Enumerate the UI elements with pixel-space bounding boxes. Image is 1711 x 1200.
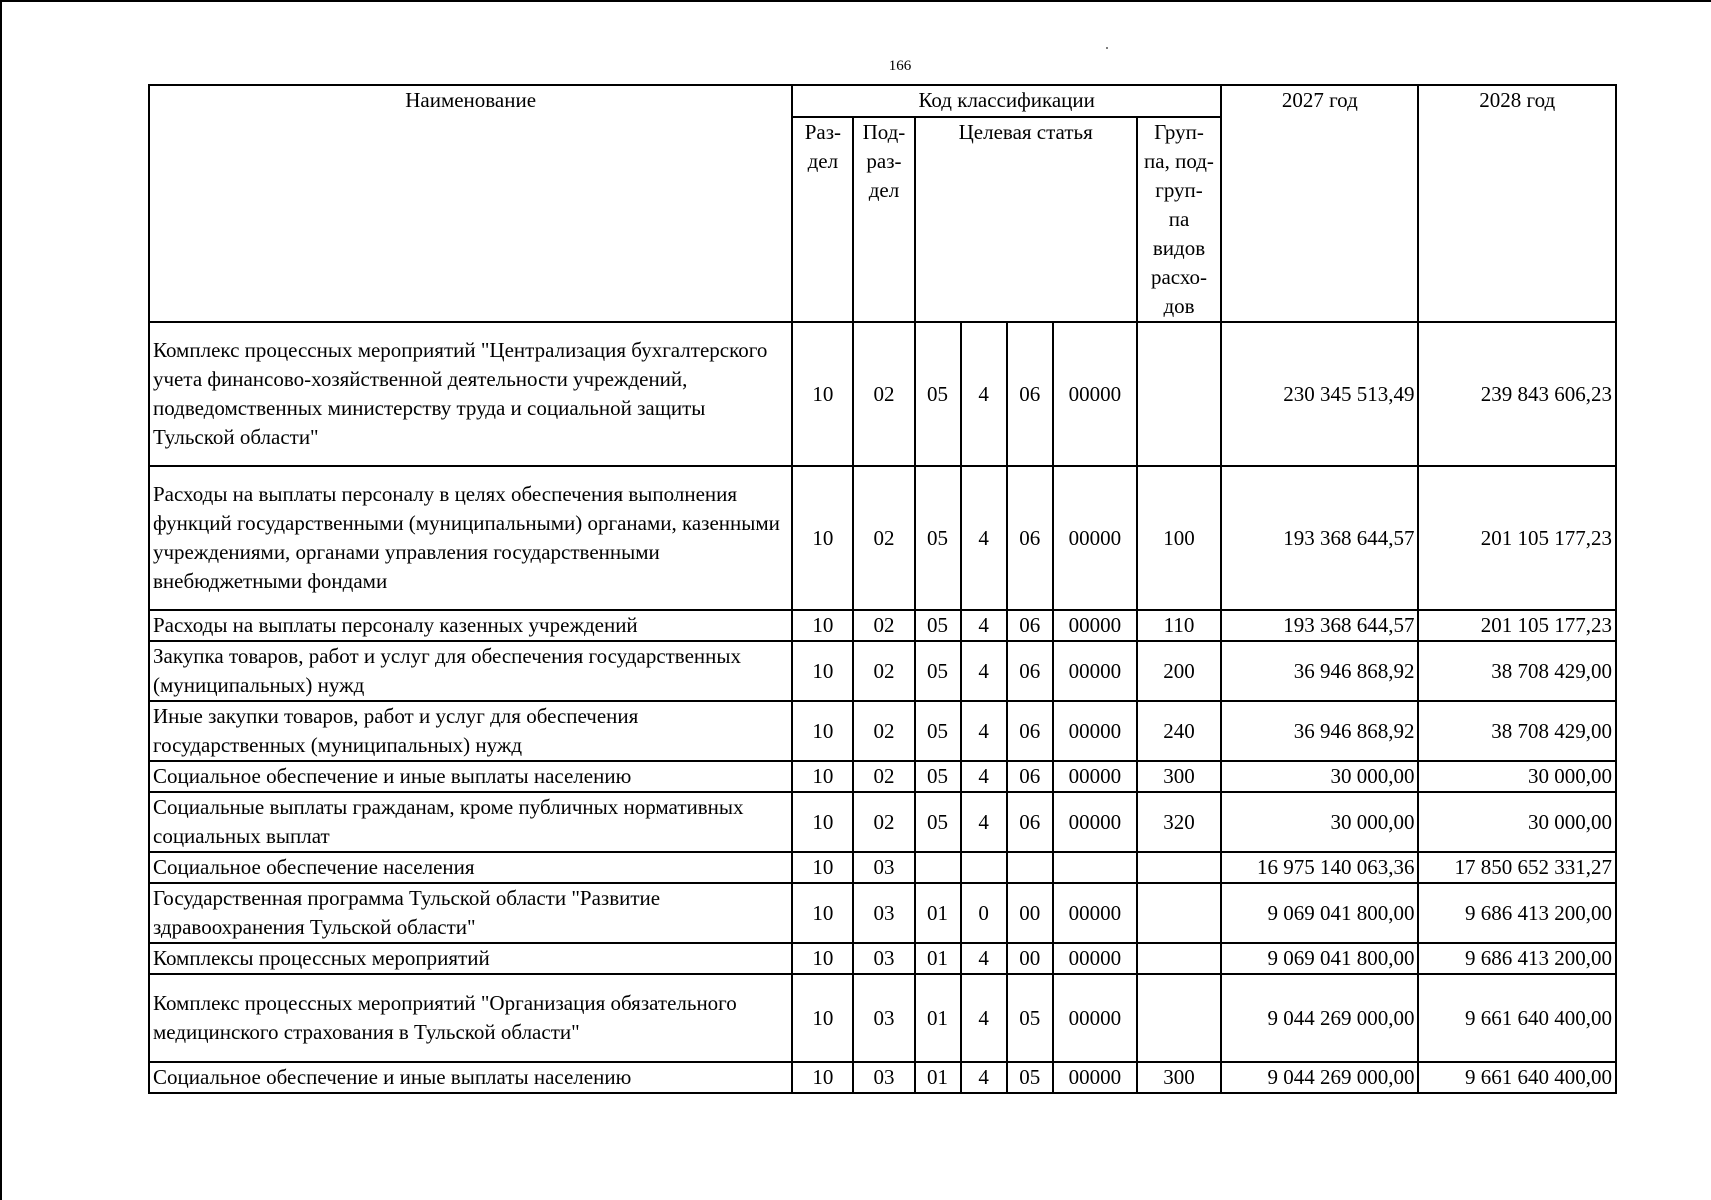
row-target-type: 4 xyxy=(961,1062,1007,1093)
row-name: Комплекс процессных мероприятий "Централизация бухгалтерского учета финансово-хозяйственной деятельности учреждений, подведомственных министерству труда и социальной защиты Тульской области" xyxy=(149,322,792,466)
row-amount-2027: 9 044 269 000,00 xyxy=(1221,1062,1418,1093)
row-amount-2027: 9 044 269 000,00 xyxy=(1221,974,1418,1062)
row-target-type: 4 xyxy=(961,761,1007,792)
row-target-type: 4 xyxy=(961,792,1007,852)
header-target-article: Целевая статья xyxy=(915,117,1137,322)
row-target-type: 4 xyxy=(961,610,1007,641)
row-razdel: 10 xyxy=(792,641,853,701)
row-razdel: 10 xyxy=(792,883,853,943)
row-expense-type: 240 xyxy=(1137,701,1221,761)
row-target-program: 01 xyxy=(915,943,961,974)
row-podrazdel: 02 xyxy=(853,701,914,761)
table-row xyxy=(149,883,1616,943)
row-target-subprogram: 06 xyxy=(1007,466,1053,610)
row-amount-2028: 201 105 177,23 xyxy=(1418,466,1616,610)
row-amount-2027: 230 345 513,49 xyxy=(1221,322,1418,466)
row-target-type xyxy=(961,852,1007,883)
row-amount-2028: 239 843 606,23 xyxy=(1418,322,1616,466)
row-amount-2027: 36 946 868,92 xyxy=(1221,701,1418,761)
row-podrazdel: 03 xyxy=(853,1062,914,1093)
row-amount-2027: 193 368 644,57 xyxy=(1221,610,1418,641)
row-amount-2027: 30 000,00 xyxy=(1221,761,1418,792)
row-target-subprogram: 05 xyxy=(1007,974,1053,1062)
row-name: Социальное обеспечение и иные выплаты населению xyxy=(149,1062,792,1093)
row-expense-type xyxy=(1137,943,1221,974)
table-row xyxy=(149,852,1616,883)
row-expense-type: 100 xyxy=(1137,466,1221,610)
row-razdel: 10 xyxy=(792,761,853,792)
row-expense-type xyxy=(1137,974,1221,1062)
row-amount-2028: 17 850 652 331,27 xyxy=(1418,852,1616,883)
row-amount-2027: 16 975 140 063,36 xyxy=(1221,852,1418,883)
row-target-program: 05 xyxy=(915,322,961,466)
row-name: Комплексы процессных мероприятий xyxy=(149,943,792,974)
row-razdel: 10 xyxy=(792,466,853,610)
header-razdel: Раз- дел xyxy=(792,117,853,322)
row-target-direction: 00000 xyxy=(1053,974,1137,1062)
row-target-program: 05 xyxy=(915,641,961,701)
row-amount-2028: 9 661 640 400,00 xyxy=(1418,974,1616,1062)
header-name: Наименование xyxy=(149,85,792,322)
row-name: Расходы на выплаты персоналу в целях обеспечения выполнения функций государственными (муниципальными) органами, казенными учреждениями, органами управления государственными внебюджетными фондами xyxy=(149,466,792,610)
row-podrazdel: 03 xyxy=(853,852,914,883)
row-target-subprogram xyxy=(1007,852,1053,883)
header-year-2027: 2027 год xyxy=(1221,85,1418,322)
row-name: Социальное обеспечение населения xyxy=(149,852,792,883)
row-target-subprogram: 06 xyxy=(1007,792,1053,852)
row-target-type: 4 xyxy=(961,943,1007,974)
row-target-direction: 00000 xyxy=(1053,761,1137,792)
row-target-type: 0 xyxy=(961,883,1007,943)
row-razdel: 10 xyxy=(792,322,853,466)
row-target-type: 4 xyxy=(961,466,1007,610)
row-amount-2028: 9 661 640 400,00 xyxy=(1418,1062,1616,1093)
row-razdel: 10 xyxy=(792,943,853,974)
row-target-type: 4 xyxy=(961,974,1007,1062)
row-podrazdel: 02 xyxy=(853,466,914,610)
row-target-direction: 00000 xyxy=(1053,466,1137,610)
row-name: Государственная программа Тульской области "Развитие здравоохранения Тульской области" xyxy=(149,883,792,943)
row-amount-2027: 193 368 644,57 xyxy=(1221,466,1418,610)
row-amount-2028: 30 000,00 xyxy=(1418,792,1616,852)
row-expense-type: 110 xyxy=(1137,610,1221,641)
row-target-subprogram: 00 xyxy=(1007,883,1053,943)
row-target-program xyxy=(915,852,961,883)
row-expense-type: 320 xyxy=(1137,792,1221,852)
row-expense-type xyxy=(1137,883,1221,943)
row-target-subprogram: 06 xyxy=(1007,322,1053,466)
row-expense-type: 200 xyxy=(1137,641,1221,701)
row-target-direction: 00000 xyxy=(1053,701,1137,761)
row-podrazdel: 02 xyxy=(853,322,914,466)
row-amount-2027: 9 069 041 800,00 xyxy=(1221,943,1418,974)
row-target-program: 05 xyxy=(915,610,961,641)
row-name: Социальное обеспечение и иные выплаты населению xyxy=(149,761,792,792)
row-target-direction: 00000 xyxy=(1053,1062,1137,1093)
page-number: 166 xyxy=(888,58,912,74)
row-podrazdel: 02 xyxy=(853,792,914,852)
row-target-direction: 00000 xyxy=(1053,792,1137,852)
row-razdel: 10 xyxy=(792,610,853,641)
row-target-program: 05 xyxy=(915,466,961,610)
table-row xyxy=(149,641,1616,701)
row-target-program: 05 xyxy=(915,761,961,792)
row-target-direction: 00000 xyxy=(1053,641,1137,701)
row-podrazdel: 02 xyxy=(853,641,914,701)
row-expense-type xyxy=(1137,322,1221,466)
row-amount-2028: 38 708 429,00 xyxy=(1418,701,1616,761)
table-row xyxy=(149,792,1616,852)
row-podrazdel: 03 xyxy=(853,943,914,974)
row-name: Закупка товаров, работ и услуг для обеспечения государственных (муниципальных) нужд xyxy=(149,641,792,701)
scan-edge-top xyxy=(0,0,1711,2)
row-target-direction: 00000 xyxy=(1053,883,1137,943)
table-row xyxy=(149,943,1616,974)
row-target-direction: 00000 xyxy=(1053,943,1137,974)
row-amount-2027: 30 000,00 xyxy=(1221,792,1418,852)
row-podrazdel: 02 xyxy=(853,610,914,641)
row-amount-2028: 201 105 177,23 xyxy=(1418,610,1616,641)
row-name: Комплекс процессных мероприятий "Организация обязательного медицинского страхования в Тульской области" xyxy=(149,974,792,1062)
row-target-program: 01 xyxy=(915,883,961,943)
row-target-type: 4 xyxy=(961,322,1007,466)
row-target-program: 01 xyxy=(915,1062,961,1093)
table-row xyxy=(149,610,1616,641)
row-target-subprogram: 06 xyxy=(1007,761,1053,792)
row-amount-2028: 38 708 429,00 xyxy=(1418,641,1616,701)
row-target-direction xyxy=(1053,852,1137,883)
table-row xyxy=(149,974,1616,1062)
row-podrazdel: 03 xyxy=(853,974,914,1062)
row-amount-2028: 9 686 413 200,00 xyxy=(1418,943,1616,974)
row-name: Расходы на выплаты персоналу казенных учреждений xyxy=(149,610,792,641)
row-target-subprogram: 06 xyxy=(1007,641,1053,701)
row-expense-type xyxy=(1137,852,1221,883)
row-name: Социальные выплаты гражданам, кроме публичных нормативных социальных выплат xyxy=(149,792,792,852)
table-row xyxy=(149,322,1616,466)
row-name: Иные закупки товаров, работ и услуг для обеспечения государственных (муниципальных) нужд xyxy=(149,701,792,761)
row-amount-2028: 30 000,00 xyxy=(1418,761,1616,792)
row-podrazdel: 03 xyxy=(853,883,914,943)
table-body xyxy=(149,322,1616,1093)
row-razdel: 10 xyxy=(792,701,853,761)
row-razdel: 10 xyxy=(792,852,853,883)
row-razdel: 10 xyxy=(792,1062,853,1093)
header-classification-code: Код классификации xyxy=(792,85,1221,117)
row-razdel: 10 xyxy=(792,792,853,852)
scan-edge-left xyxy=(0,0,2,1200)
table-row xyxy=(149,701,1616,761)
header-podrazdel: Под- раз- дел xyxy=(853,117,914,322)
row-amount-2027: 9 069 041 800,00 xyxy=(1221,883,1418,943)
row-expense-type: 300 xyxy=(1137,761,1221,792)
row-expense-type: 300 xyxy=(1137,1062,1221,1093)
scan-speck xyxy=(1106,47,1108,49)
row-razdel: 10 xyxy=(792,974,853,1062)
row-target-subprogram: 06 xyxy=(1007,610,1053,641)
row-target-subprogram: 06 xyxy=(1007,701,1053,761)
row-amount-2028: 9 686 413 200,00 xyxy=(1418,883,1616,943)
row-target-program: 05 xyxy=(915,701,961,761)
row-target-direction: 00000 xyxy=(1053,610,1137,641)
table-row xyxy=(149,1062,1616,1093)
row-target-direction: 00000 xyxy=(1053,322,1137,466)
row-amount-2027: 36 946 868,92 xyxy=(1221,641,1418,701)
table-row xyxy=(149,761,1616,792)
row-podrazdel: 02 xyxy=(853,761,914,792)
row-target-subprogram: 05 xyxy=(1007,1062,1053,1093)
row-target-program: 05 xyxy=(915,792,961,852)
budget-table xyxy=(148,84,1617,1094)
header-expense-group: Груп- па, под- груп- па видов расхо- дов xyxy=(1137,117,1221,322)
row-target-type: 4 xyxy=(961,641,1007,701)
row-target-type: 4 xyxy=(961,701,1007,761)
table-row xyxy=(149,466,1616,610)
row-target-program: 01 xyxy=(915,974,961,1062)
header-year-2028: 2028 год xyxy=(1418,85,1616,322)
row-target-subprogram: 00 xyxy=(1007,943,1053,974)
